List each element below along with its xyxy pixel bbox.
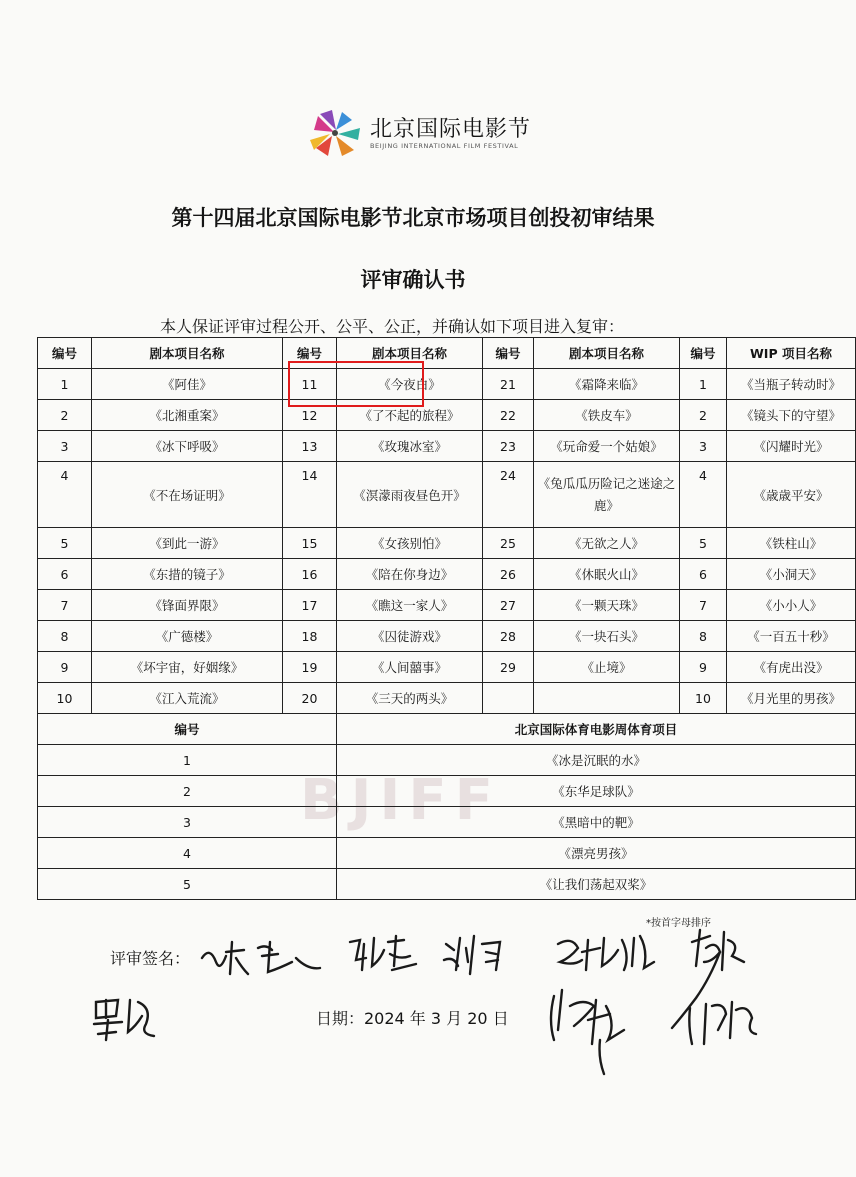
document-title: 第十四届北京国际电影节北京市场项目创投初审结果 (171, 206, 655, 230)
table-row (38, 621, 856, 652)
table-cell: 2 (680, 400, 727, 431)
festival-emblem-icon (308, 110, 364, 158)
table-cell (534, 683, 680, 714)
table-row (38, 462, 856, 528)
table-row (38, 652, 856, 683)
table-cell: 《一块石头》 (534, 621, 680, 652)
table-cell: 《止境》 (534, 652, 680, 683)
table-cell: 24 (483, 462, 534, 528)
table-cell: 17 (283, 590, 337, 621)
intro-statement: 本人保证评审过程公开、公平、公正，并确认如下项目进入复审： (160, 317, 625, 336)
sports-row (38, 869, 856, 900)
table-cell: 5 (38, 528, 92, 559)
header-cell: 剧本项目名称 (92, 338, 283, 369)
sports-row (38, 838, 856, 869)
table-cell: 《一百五十秒》 (727, 621, 856, 652)
logo-subtitle: BEIJING INTERNATIONAL FILM FESTIVAL (370, 142, 519, 150)
table-cell: 《溟濛雨夜昼色开》 (337, 462, 483, 528)
sports-num-cell: 2 (38, 776, 337, 807)
signature-7 (540, 970, 650, 1080)
table-cell: 《月光里的男孩》 (727, 683, 856, 714)
table-cell: 8 (680, 621, 727, 652)
table-cell: 《陪在你身边》 (337, 559, 483, 590)
table-cell: 19 (283, 652, 337, 683)
table-cell: 《铁柱山》 (727, 528, 856, 559)
table-row (38, 528, 856, 559)
document-subtitle: 评审确认书 (360, 268, 466, 292)
table-row (38, 369, 856, 400)
background-watermark: BJIFF (300, 768, 501, 833)
table-cell: 10 (38, 683, 92, 714)
header-cell: 编号 (283, 338, 337, 369)
table-cell: 23 (483, 431, 534, 462)
table-cell: 《北湘重案》 (92, 400, 283, 431)
table-cell: 《瞧这一家人》 (337, 590, 483, 621)
table-cell: 《玩命爱一个姑娘》 (534, 431, 680, 462)
table-cell: 《玫瑰冰室》 (337, 431, 483, 462)
table-cell: 2 (38, 400, 92, 431)
table-cell: 1 (38, 369, 92, 400)
header-cell: WIP 项目名称 (727, 338, 856, 369)
table-cell: 3 (680, 431, 727, 462)
table-cell: 《阿佳》 (92, 369, 283, 400)
table-cell: 《东措的镜子》 (92, 559, 283, 590)
table-row (38, 590, 856, 621)
festival-logo (308, 108, 548, 160)
sports-name-cell: 《东华足球队》 (337, 776, 856, 807)
table-cell: 《铁皮车》 (534, 400, 680, 431)
signature-1 (196, 928, 326, 984)
table-row (38, 431, 856, 462)
table-cell: 《三天的两头》 (337, 683, 483, 714)
table-cell: 《兔瓜瓜历险记之迷途之鹿》 (534, 462, 680, 528)
sports-name-cell: 《漂亮男孩》 (337, 838, 856, 869)
table-cell: 12 (283, 400, 337, 431)
table-cell: 29 (483, 652, 534, 683)
table-cell: 8 (38, 621, 92, 652)
signature-3 (438, 930, 518, 980)
table-cell: 《广德楼》 (92, 621, 283, 652)
table-cell: 《女孩别怕》 (337, 528, 483, 559)
table-cell: 《休眠火山》 (534, 559, 680, 590)
table-cell: 《到此一游》 (92, 528, 283, 559)
table-cell: 《镜头下的守望》 (727, 400, 856, 431)
header-cell: 编号 (483, 338, 534, 369)
table-cell: 15 (283, 528, 337, 559)
table-cell: 27 (483, 590, 534, 621)
sports-num-cell: 1 (38, 745, 337, 776)
table-cell: 22 (483, 400, 534, 431)
table-cell: 9 (680, 652, 727, 683)
table-cell: 《歳歳平安》 (727, 462, 856, 528)
table-cell: 《小洞天》 (727, 559, 856, 590)
highlight-box (288, 361, 424, 407)
table-cell: 13 (283, 431, 337, 462)
header-cell: 剧本项目名称 (534, 338, 680, 369)
table-cell: 《了不起的旅程》 (337, 400, 483, 431)
table-cell: 《锋面界限》 (92, 590, 283, 621)
table-cell: 4 (38, 462, 92, 528)
table-cell: 25 (483, 528, 534, 559)
table-cell: 10 (680, 683, 727, 714)
table-cell: 6 (38, 559, 92, 590)
signature-6 (88, 990, 168, 1046)
table-cell (483, 683, 534, 714)
table-row (38, 400, 856, 431)
sports-name-cell: 《黑暗中的靶》 (337, 807, 856, 838)
table-cell: 《人间囍事》 (337, 652, 483, 683)
sign-date: 日期：2024 年 3 月 20 日 (316, 1009, 509, 1028)
table-cell: 7 (680, 590, 727, 621)
table-cell: 20 (283, 683, 337, 714)
table-cell: 《闪耀时光》 (727, 431, 856, 462)
sports-header-name: 北京国际体育电影周体育项目 (337, 714, 856, 745)
table-cell: 9 (38, 652, 92, 683)
table-cell: 《不在场证明》 (92, 462, 283, 528)
table-cell: 《今夜白》 (337, 369, 483, 400)
sort-note: *按首字母排序 (646, 918, 711, 929)
table-cell: 28 (483, 621, 534, 652)
table-cell: 《一颗天珠》 (534, 590, 680, 621)
table-cell: 14 (283, 462, 337, 528)
table-row (38, 683, 856, 714)
table-cell: 1 (680, 369, 727, 400)
sports-num-cell: 5 (38, 869, 337, 900)
table-cell: 《冰下呼吸》 (92, 431, 283, 462)
results-table (37, 337, 856, 900)
table-cell: 7 (38, 590, 92, 621)
sports-name-cell: 《冰是沉眠的水》 (337, 745, 856, 776)
sports-row (38, 745, 856, 776)
sports-num-cell: 4 (38, 838, 337, 869)
table-cell: 11 (283, 369, 337, 400)
table-cell: 18 (283, 621, 337, 652)
header-cell: 编号 (680, 338, 727, 369)
table-cell: 16 (283, 559, 337, 590)
table-cell: 6 (680, 559, 727, 590)
table-cell: 《当瓶子转动时》 (727, 369, 856, 400)
table-cell: 4 (680, 462, 727, 528)
sports-row (38, 776, 856, 807)
sports-header-num: 编号 (38, 714, 337, 745)
table-cell: 《无欲之人》 (534, 528, 680, 559)
signature-label: 评审签名： (110, 949, 191, 968)
header-cell: 编号 (38, 338, 92, 369)
table-cell: 《有虎出没》 (727, 652, 856, 683)
sports-header-row (38, 714, 856, 745)
sports-row (38, 807, 856, 838)
signature-2 (344, 930, 424, 980)
table-cell: 26 (483, 559, 534, 590)
table-cell: 21 (483, 369, 534, 400)
signature-8 (660, 948, 770, 1052)
logo-name: 北京国际电影节 (370, 117, 532, 142)
table-cell: 《小小人》 (727, 590, 856, 621)
header-cell: 剧本项目名称 (337, 338, 483, 369)
sports-num-cell: 3 (38, 807, 337, 838)
table-cell: 《囚徒游戏》 (337, 621, 483, 652)
table-cell: 《霜降来临》 (534, 369, 680, 400)
table-header-row (38, 338, 856, 369)
table-cell: 《江入荒流》 (92, 683, 283, 714)
table-cell: 《坏宇宙，好姻缘》 (92, 652, 283, 683)
table-row (38, 559, 856, 590)
table-cell: 5 (680, 528, 727, 559)
sports-name-cell: 《让我们荡起双桨》 (337, 869, 856, 900)
table-cell: 3 (38, 431, 92, 462)
